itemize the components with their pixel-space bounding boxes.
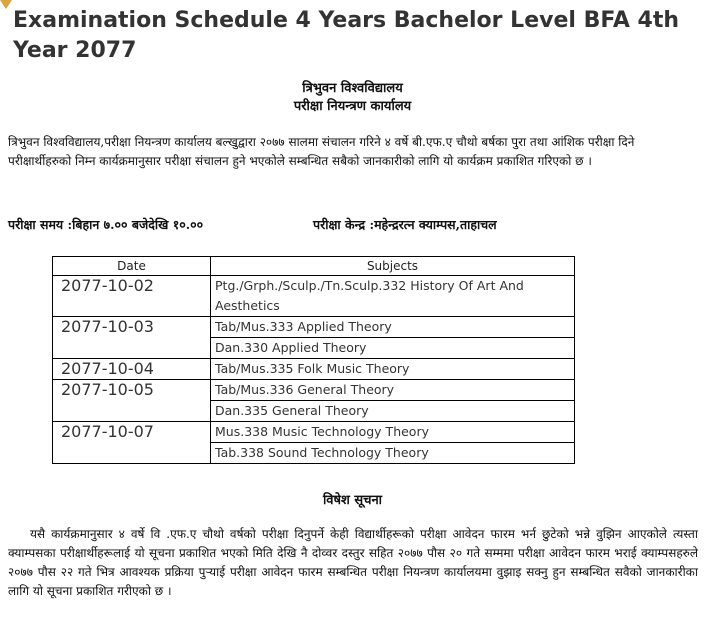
date-cell: 2077-10-04 xyxy=(53,359,211,380)
date-cell: 2077-10-05 xyxy=(53,380,211,422)
notice-title: विषेश सूचना xyxy=(322,493,383,508)
subject-cell: Dan.335 General Theory xyxy=(211,401,575,422)
date-cell: 2077-10-02 xyxy=(53,276,211,317)
office-name: परीक्षा नियन्त्रण कार्यालय xyxy=(293,99,412,114)
intro-paragraph: त्रिभुवन विश्वविद्यालय,परीक्षा नियन्त्रण कार्यालय बल्खुद्वारा २०७७ सालमा संचालन गरिने ४ वर्षे बी.एफ.ए चौथो बर्षका पुरा तथा आंशिक परीक्षा दिने परीक्षार्थीहरुको निम्न कार्यक्रमानुसार परीक्षा संचालन हुने भएकोले सम्बन्धित सबैको जानकारीको लागि यो कार्यक्रम प्रकाशित गरिएको छ । xyxy=(8,135,635,168)
table-row xyxy=(53,317,575,338)
header-date: Date xyxy=(53,257,211,276)
table-row xyxy=(53,359,575,380)
table-header-row xyxy=(53,257,575,276)
university-name: त्रिभुवन विश्वविद्यालय xyxy=(302,81,403,96)
subject-cell: Tab/Mus.336 General Theory xyxy=(211,380,575,401)
subject-cell: Mus.338 Music Technology Theory xyxy=(211,422,575,443)
subject-cell: Ptg./Grph./Sculp./Tn.Sculp.332 History Of Art And Aesthetics xyxy=(211,276,575,317)
table-row xyxy=(53,422,575,443)
table-row xyxy=(53,276,575,317)
exam-center: परीक्षा केन्द्र :महेन्द्ररत्न क्याम्पस,ताहाचल xyxy=(313,217,497,232)
exam-time: परीक्षा समय :बिहान ७.०० बजेदेखि १०.०० xyxy=(8,217,204,232)
date-cell: 2077-10-03 xyxy=(53,317,211,359)
notice-paragraph: यसै कार्यक्रमानुसार ४ वर्षे वि .एफ.ए चौथो वर्षको परीक्षा दिनुपर्ने केही विद्यार्थीहरूको परीक्षा आवेदन फारम भर्न छुटेको भन्ने वुझिन आएकोले त्यस्ता क्याम्पसका परीक्षार्थीहरूलाई यो सूचना प्रकाशित भएको मिति देखि नै दोव्वर दस्तुर सहित २०७७ पौस २० गते सम्ममा परीक्षा आवेदन फारम भराई क्याम्पसहरुले २०७७ पौस २२ गते भित्र आवश्यक प्रक्रिया पुर्‍याई परीक्षा आवेदन फारम सम्बन्धित परीक्षा नियन्त्रण कार्यालयमा वुझाइ सक्नु हुन सम्बन्धित सवैको जानकारीका लागि यो सूचना प्रकाशित गरीएको छ । xyxy=(8,527,698,598)
date-cell: 2077-10-07 xyxy=(53,422,211,464)
subject-cell: Tab.338 Sound Technology Theory xyxy=(211,443,575,464)
subject-cell: Tab/Mus.333 Applied Theory xyxy=(211,317,575,338)
schedule-table xyxy=(52,256,575,464)
table-row xyxy=(53,380,575,401)
corner-marker-icon xyxy=(0,0,12,9)
subject-cell: Dan.330 Applied Theory xyxy=(211,338,575,359)
header-subjects: Subjects xyxy=(211,257,575,276)
page-title: Examination Schedule 4 Years Bachelor Level BFA 4th Year 2077 xyxy=(13,8,680,63)
subject-cell: Tab/Mus.335 Folk Music Theory xyxy=(211,359,575,380)
